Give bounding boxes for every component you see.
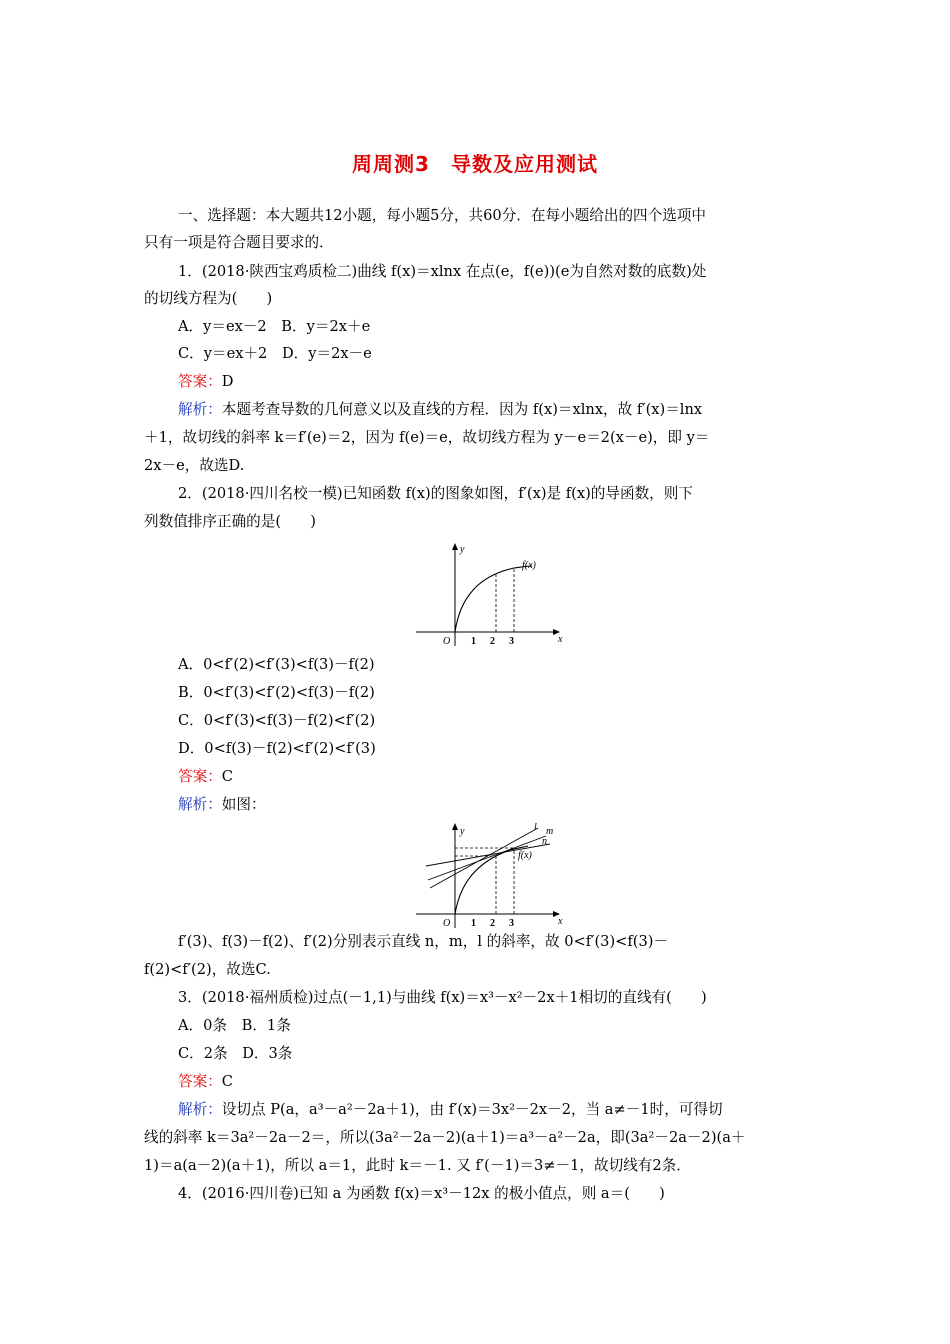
q3-analysis-line-3: 1)＝a(a－2)(a＋1)，所以 a＝1，此时 k＝－1. 又 f′(－1)＝3≠－1，故切线有2条． — [144, 1157, 691, 1174]
q2-stem-line-2: 列数值排序正确的是( ) — [144, 513, 316, 530]
fx-label: f(x) — [522, 560, 536, 571]
q1-analysis-line-3: 2x－e，故选D. — [144, 457, 245, 474]
q1-analysis-line-2: ＋1，故切线的斜率 k＝f′(e)＝2，因为 f(e)＝e，故切线方程为 y－e＝2(x－e)，即 y＝ — [144, 429, 710, 446]
q1-stem-line-1: 1．(2018·陕西宝鸡质检二)曲线 f(x)＝xlnx 在点(e，f(e))(e为自然对数的底数)处 — [178, 263, 707, 280]
q3-analysis-line-1 — [178, 1100, 723, 1120]
answer-label: 答案： — [178, 373, 222, 390]
q1-analysis-line-1 — [178, 400, 702, 420]
q1-answer — [178, 372, 234, 392]
tick-label-2: 2 — [490, 636, 495, 647]
analysis-text: 设切点 P(a，a³－a²－2a＋1)，由 f′(x)＝3x²－2x－2，当 a≠－1时，可得切 — [221, 1101, 723, 1118]
q3-analysis-line-2: 线的斜率 k＝3a²－2a－2＝，所以(3a²－2a－2)(a＋1)＝a³－a²－2a，即(3a²－2a－2)(a＋ — [144, 1129, 746, 1146]
x-label: x — [558, 634, 563, 645]
origin-label: O — [443, 918, 451, 929]
q2-option-d: D．0<f(3)－f(2)<f′(2)<f′(3) — [178, 740, 376, 757]
q1-stem-line-2: 的切线方程为( ) — [144, 290, 273, 307]
answer-value: C — [221, 1073, 233, 1090]
q1-options-line-1: A．y＝ex－2 B．y＝2x＋e — [178, 318, 371, 335]
q2-analysis-head — [178, 795, 266, 815]
y-axis-arrow-icon — [452, 823, 458, 830]
tick-label-3: 3 — [509, 636, 514, 647]
q2-option-b: B．0<f′(3)<f′(2)<f(3)－f(2) — [178, 684, 375, 701]
fx-label: f(x) — [518, 850, 532, 861]
analysis-text: 本题考查导数的几何意义以及直线的方程．因为 f(x)＝xlnx，故 f′(x)＝lnx — [221, 401, 703, 418]
q1-options-line-2: C．y＝ex＋2 D．y＝2x－e — [178, 345, 372, 362]
tick-label-1: 1 — [471, 918, 476, 929]
analysis-label: 解析： — [178, 401, 222, 418]
q2-analysis-graph — [410, 818, 570, 930]
q2-answer — [178, 767, 233, 787]
q3-options-line-2: C．2条 D．3条 — [178, 1045, 293, 1062]
answer-value: C — [221, 768, 233, 785]
answer-label: 答案： — [178, 768, 222, 785]
analysis-label: 解析： — [178, 1101, 222, 1118]
q2-analysis-line-2: f(2)<f′(2)，故选C. — [144, 961, 271, 978]
y-label: y — [460, 826, 465, 837]
tick-label-1: 1 — [471, 636, 476, 647]
x-label: x — [558, 916, 563, 927]
q2-stem-line-1: 2．(2018·四川名校一模)已知函数 f(x)的图象如图，f′(x)是 f(x)的导函数，则下 — [178, 485, 693, 502]
tick-label-2: 2 — [490, 918, 495, 929]
line-m-label: m — [546, 826, 554, 837]
y-label: y — [460, 544, 465, 555]
y-axis-arrow-icon — [452, 543, 458, 550]
answer-value: D — [221, 373, 234, 390]
q2-function-graph — [410, 538, 570, 650]
q2-option-c: C．0<f′(3)<f(3)－f(2)<f′(2) — [178, 712, 376, 729]
q2-option-a: A．0<f′(2)<f′(3)<f(3)－f(2) — [178, 656, 375, 673]
section-intro-line-2: 只有一项是符合题目要求的． — [144, 234, 334, 251]
analysis-label: 解析： — [178, 796, 222, 813]
q4-stem-line-1: 4．(2016·四川卷)已知 a 为函数 f(x)＝x³－12x 的极小值点，则 a＝( ) — [178, 1185, 665, 1202]
origin-label: O — [443, 636, 451, 647]
q2-analysis-line-1: f′(3)、f(3)－f(2)、f′(2)分别表示直线 n，m，l 的斜率，故 0<f′(3)<f(3)－ — [178, 933, 669, 950]
line-n-label: n — [542, 836, 547, 847]
line-l-label: l — [534, 822, 537, 833]
tick-label-3: 3 — [509, 918, 514, 929]
analysis-text: 如图： — [221, 796, 266, 813]
q3-answer — [178, 1072, 233, 1092]
page-title: 周周测3 导数及应用测试 — [352, 152, 598, 176]
q3-stem-line-1: 3．(2018·福州质检)过点(－1,1)与曲线 f(x)＝x³－x²－2x＋1相切的直线有( ) — [178, 989, 707, 1006]
fx-curve — [455, 566, 532, 632]
answer-label: 答案： — [178, 1073, 222, 1090]
section-intro-line-1: 一、选择题：本大题共12小题，每小题5分，共60分．在每小题给出的四个选项中 — [178, 207, 707, 224]
q3-options-line-1: A．0条 B．1条 — [178, 1017, 291, 1034]
